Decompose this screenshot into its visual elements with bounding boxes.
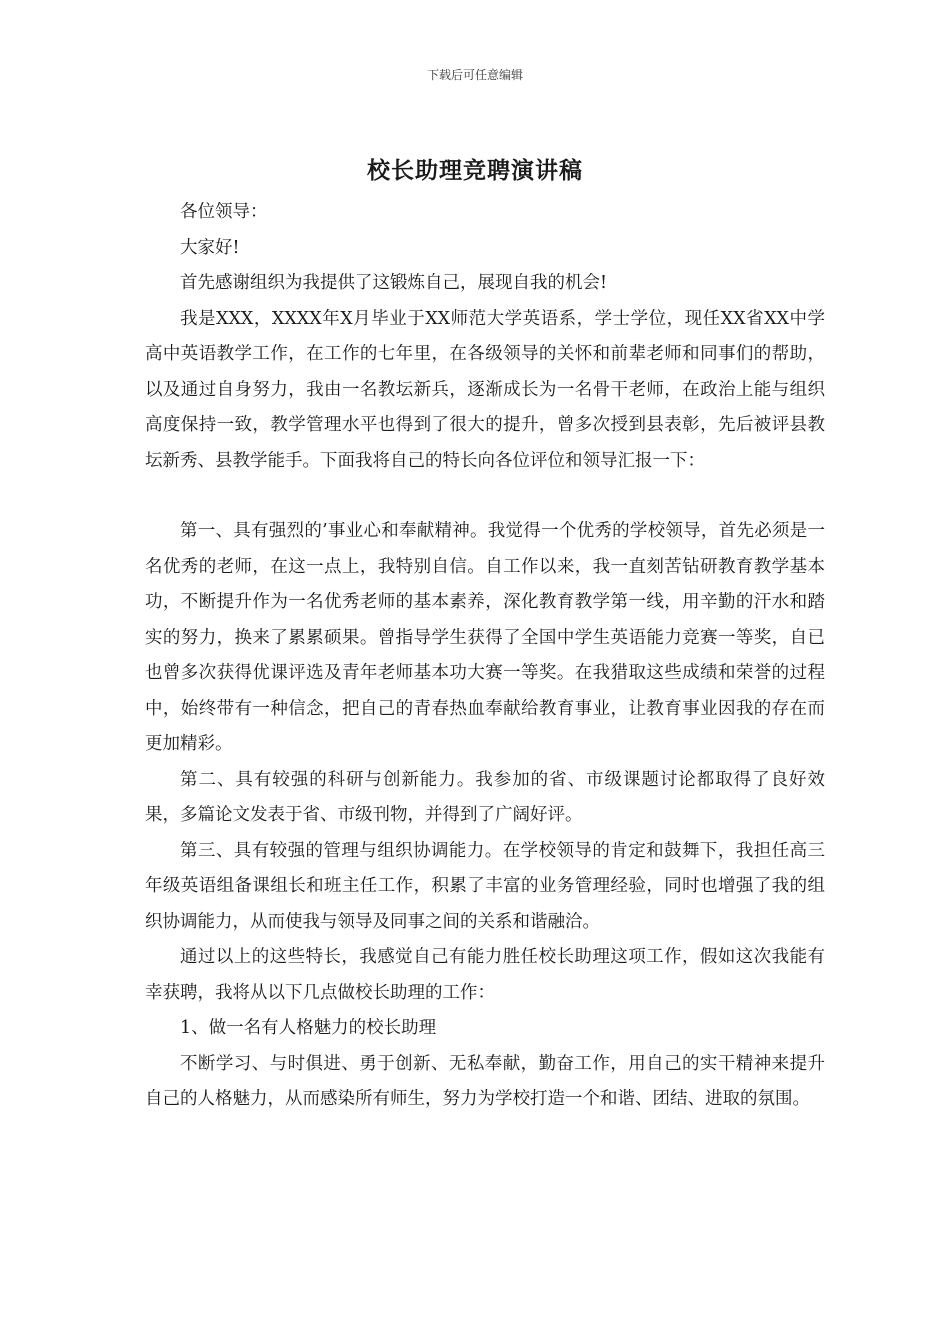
document-title: 校长助理竞聘演讲稿 bbox=[367, 157, 583, 184]
paragraph-point-two: 第二、具有较强的科研与创新能力。我参加的省、市级课题讨论都取得了良好效果，多篇论文发表于省、市级刊物，并得到了广阔好评。 bbox=[145, 769, 825, 825]
paragraph-salutation: 各位领导： bbox=[180, 202, 268, 222]
paragraph-introduction: 我是XXX，XXXX年X月毕业于XX师范大学英语系，学士学位，现任XX省XX中学高中英语教学工作，在工作的七年里，在各级领导的关怀和前辈老师和同事们的帮助，以及通过自身努力，我由一名教坛新兵，逐渐成长为一名骨干老师，在政治上能与组织高度保持一致，教学管理水平也得到了很大的提升，曾多次授到县表彰，先后被评县教坛新秀、县教学能手。下面我将自己的特长向各位评位和领导汇报一下： bbox=[145, 308, 825, 471]
document-body bbox=[145, 195, 825, 1118]
paragraph-point-one: 第一、具有强烈的’事业心和奉献精神。我觉得一个优秀的学校领导，首先必须是一名优秀的老师，在这一点上，我特别自信。自工作以来，我一直刻苦钻研教育教学基本功，不断提升作为一名优秀老师的基本素养，深化教育教学第一线，用辛勤的汗水和踏实的努力，换来了累累硕果。曾指导学生获得了全国中学生英语能力竞赛一等奖，自已也曾多次获得优课评选及青年老师基本功大赛一等奖。在我猎取这些成绩和荣誉的过程中，始终带有一种信念，把自己的青春热血奉献给教育事业，让教育事业因我的存在而更加精彩。 bbox=[145, 521, 825, 754]
paragraph-gap bbox=[145, 479, 825, 514]
paragraph-transition: 通过以上的这些特长，我感觉自己有能力胜任校长助理这项工作，假如这次我能有幸获聘，我将从以下几点做校长助理的工作： bbox=[145, 947, 825, 1003]
header-note: 下载后可任意编辑 bbox=[426, 68, 523, 82]
paragraph-thanks: 首先感谢组织为我提供了这锻炼自己，展现自我的机会! bbox=[180, 273, 608, 293]
paragraph-greeting: 大家好! bbox=[180, 237, 240, 258]
paragraph-plan-heading: 1、做一名有人格魅力的校长助理 bbox=[180, 1018, 437, 1038]
paragraph-plan-detail: 不断学习、与时俱进、勇于创新、无私奉献，勤奋工作，用自己的实干精神来提升自己的人格魅力，从而感染所有师生，努力为学校打造一个和谐、团结、进取的氛围。 bbox=[145, 1053, 825, 1109]
paragraph-point-three: 第三、具有较强的管理与组织协调能力。在学校领导的肯定和鼓舞下，我担任高三年级英语组备课组长和班主任工作，积累了丰富的业务管理经验，同时也增强了我的组织协调能力，从而使我与领导及同事之间的关系和谐融洽。 bbox=[145, 840, 825, 932]
